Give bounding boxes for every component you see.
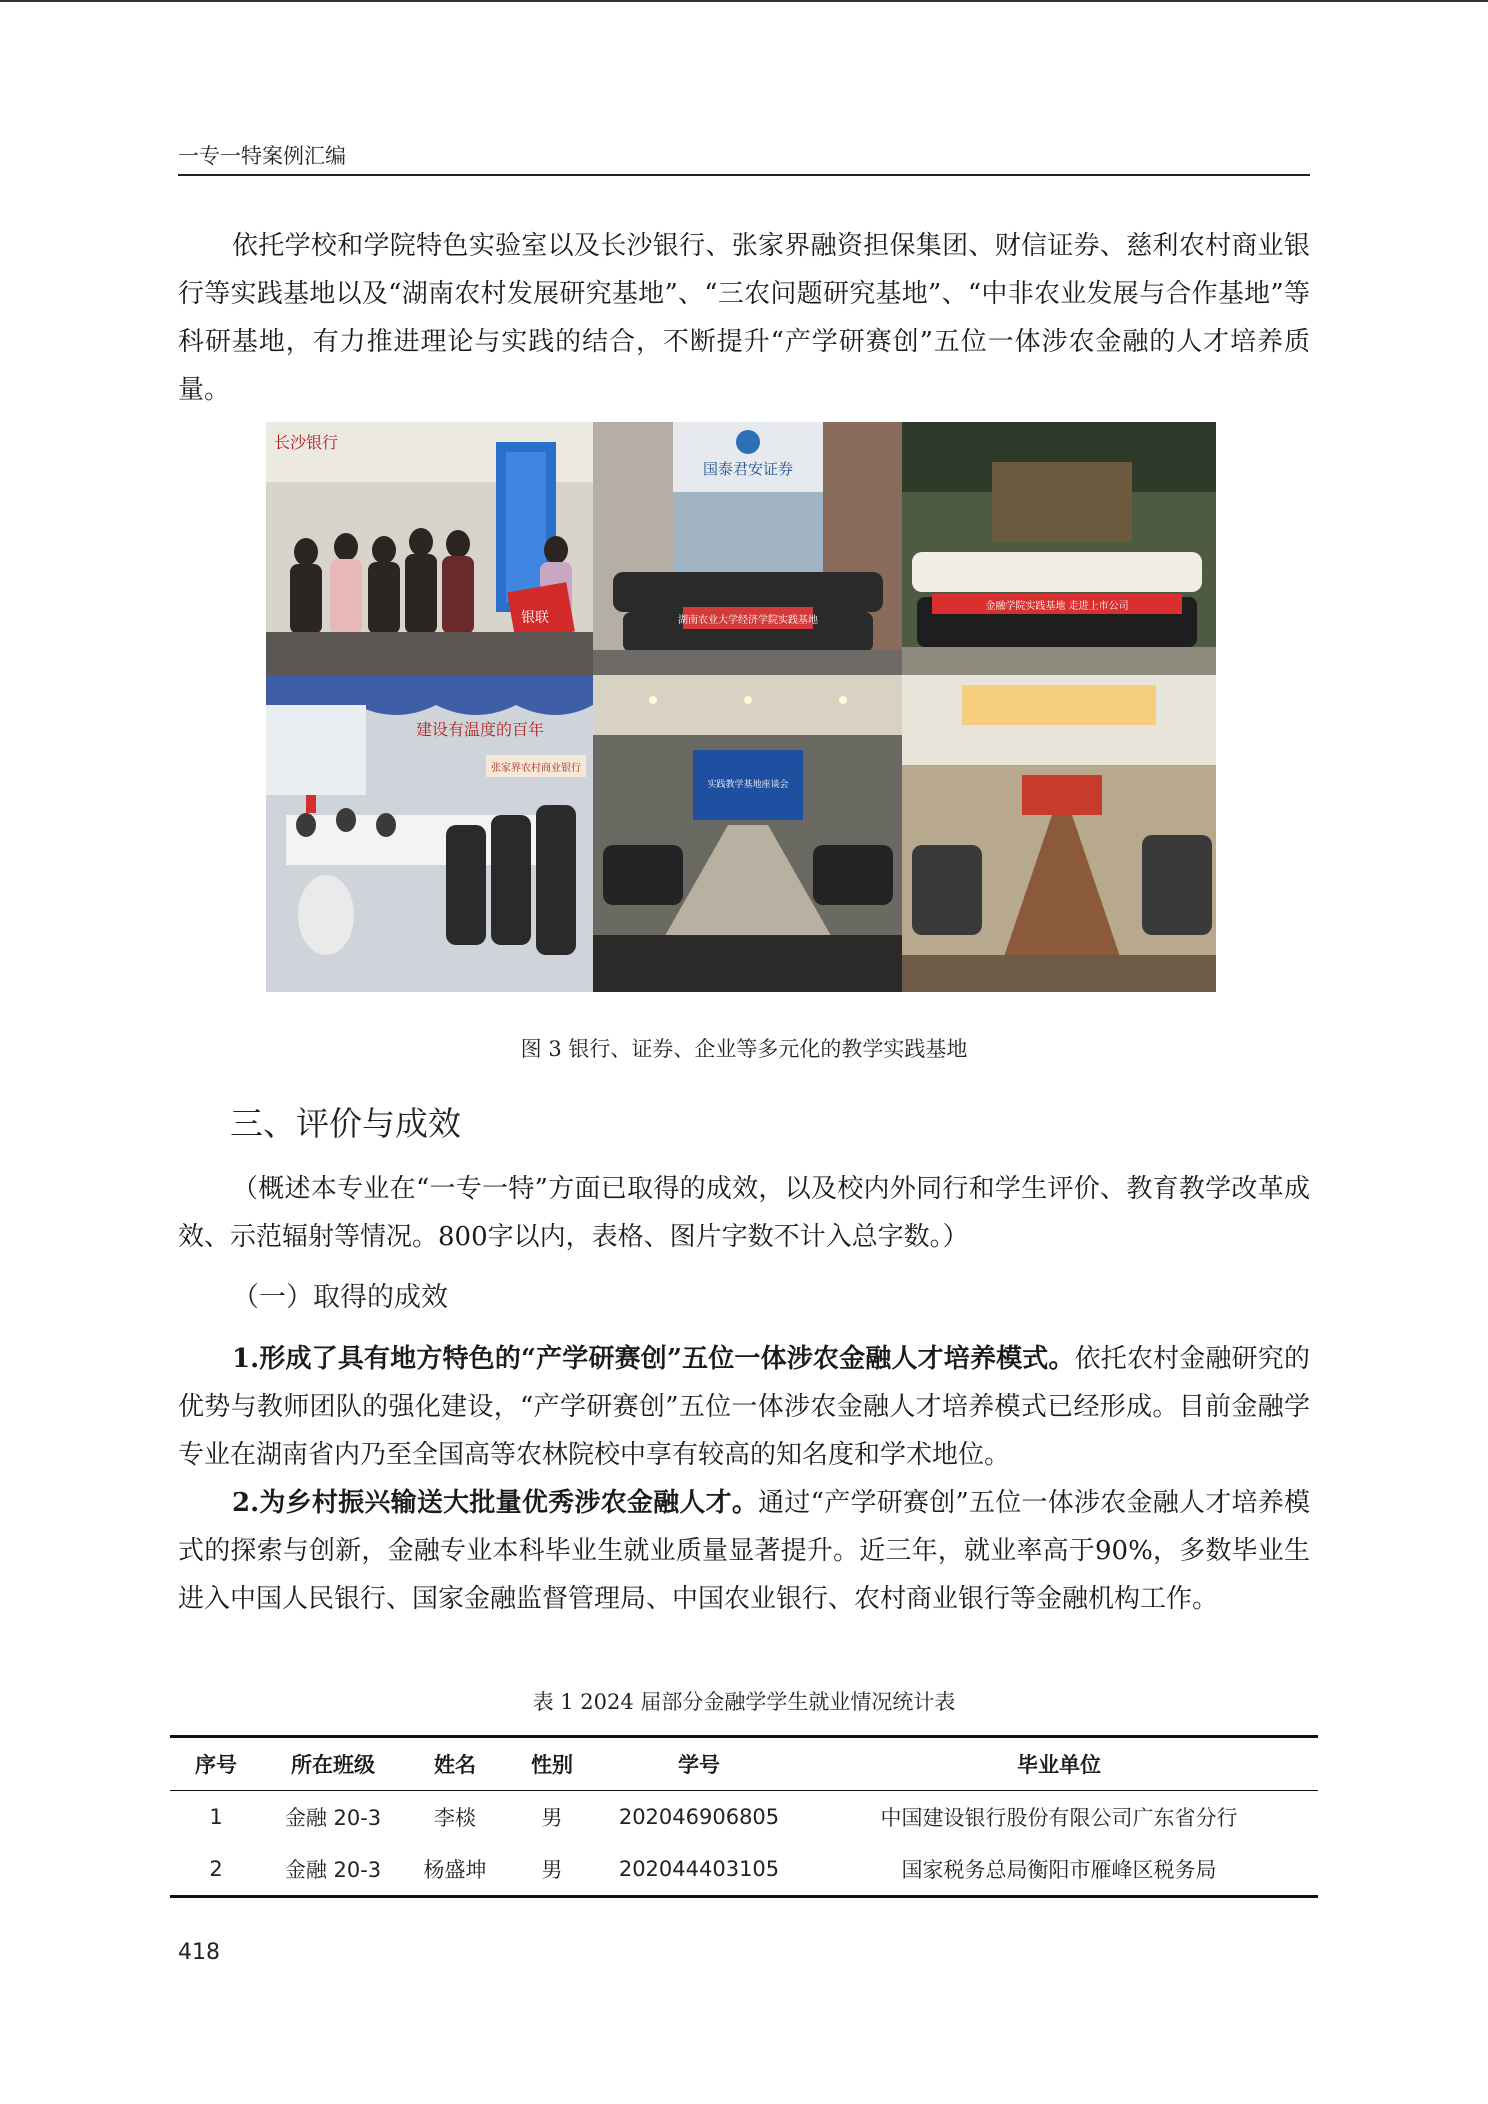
photo-meeting-room [902, 675, 1216, 992]
photo-securities-banner: 湖南农业大学经济学院实践基地 [678, 615, 818, 626]
table-cell: 国家税务总局衡阳市雁峰区税务局 [800, 1843, 1318, 1897]
column-header: 序号 [170, 1737, 262, 1791]
practice-base-photo-collage [266, 422, 1216, 992]
table-cell: 202046906805 [618, 1805, 780, 1829]
page-number: 418 [178, 1940, 220, 1965]
section-title: 三、评价与成效 [230, 1104, 461, 1143]
table-cell: 2 [170, 1843, 262, 1897]
photo-bank-visit [266, 422, 593, 675]
achievement-1-text: 依托农村金融研究的优势与教师团队的强化建设，“产学研赛创”五位一体涉农金融人才培养模式已经形成。目前金融学专业在湖南省内乃至全国高等农林院校中享有较高的知名度和学术地位。 [178, 1344, 1310, 1470]
column-header: 所在班级 [262, 1737, 404, 1791]
photo-rural-bank-meeting [266, 675, 593, 992]
table-cell: 1 [209, 1805, 223, 1829]
table-row [170, 1843, 1318, 1897]
table-cell: 李棪 [434, 1806, 476, 1830]
table-cell: 中国建设银行股份有限公司广东省分行 [880, 1806, 1238, 1830]
achievement-2-text: 通过“产学研赛创”五位一体涉农金融人才培养模式的探索与创新，金融专业本科毕业生就业质量显著提升。近三年，就业率高于90%，多数毕业生进入中国人民银行、国家金融监督管理局、中国农业银行、农村商业银行等金融机构工作。 [178, 1488, 1310, 1614]
photo-conference-screen: 实践教学基地座谈会 [707, 780, 789, 790]
achievement-2-paragraph [178, 1479, 1310, 1623]
column-header: 学号 [598, 1737, 800, 1791]
running-header [178, 140, 1310, 176]
employment-table [170, 1735, 1318, 1898]
overview-paragraph: （概述本专业在“一专一特”方面已取得的成效，以及校内外同行和学生评价、教育教学改革成效、示范辐射等情况。800字以内，表格、图片字数不计入总字数。） [178, 1174, 1310, 1252]
photo-securities-visit [593, 422, 902, 675]
table-cell: 202044403105 [598, 1843, 800, 1897]
photo-card-label: 银联 [521, 610, 549, 626]
table-caption: 表 1 2024 届部分金融学学生就业情况统计表 [532, 1690, 956, 1714]
column-header: 姓名 [404, 1737, 506, 1791]
table-header-row [170, 1737, 1318, 1791]
photo-securities-sign: 国泰君安证券 [702, 460, 794, 478]
table-cell: 金融 20-3 [262, 1843, 404, 1897]
photo-rural-bank-name: 张家界农村商业银行 [491, 763, 581, 774]
column-header: 毕业单位 [800, 1737, 1318, 1791]
top-border-line [0, 0, 1488, 2]
subsection-title: （一）取得的成效 [232, 1282, 448, 1313]
photo-bank-sign: 长沙银行 [274, 433, 339, 452]
table-cell: 男 [541, 1806, 563, 1830]
figure-caption: 图 3 银行、证券、企业等多元化的教学实践基地 [520, 1037, 968, 1061]
running-header-title: 一专一特案例汇编 [178, 144, 346, 168]
table-row [170, 1791, 1318, 1844]
photo-company-visit [902, 422, 1216, 675]
column-header: 性别 [506, 1737, 598, 1791]
table-cell: 男 [506, 1843, 598, 1897]
achievement-1-heading: 1.形成了具有地方特色的“产学研赛创”五位一体涉农金融人才培养模式。 [232, 1344, 1075, 1374]
photo-rural-slogan: 建设有温度的百年 [416, 720, 545, 739]
photo-company-banner: 金融学院实践基地 走进上市公司 [985, 601, 1129, 612]
table-cell: 金融 20-3 [284, 1806, 382, 1830]
table-cell: 杨盛坤 [404, 1843, 506, 1897]
intro-paragraph: 依托学校和学院特色实验室以及长沙银行、张家界融资担保集团、财信证券、慈利农村商业银行等实践基地以及“湖南农村发展研究基地”、“三农问题研究基地”、“中非农业发展与合作基地”等科研基地，有力推进理论与实践的结合，不断提升“产学研赛创”五位一体涉农金融的人才培养质量。 [178, 231, 1310, 405]
achievement-2-heading: 2.为乡村振兴输送大批量优秀涉农金融人才。 [232, 1488, 759, 1518]
photo-conference-room [593, 675, 902, 992]
achievement-1-paragraph [178, 1335, 1310, 1479]
